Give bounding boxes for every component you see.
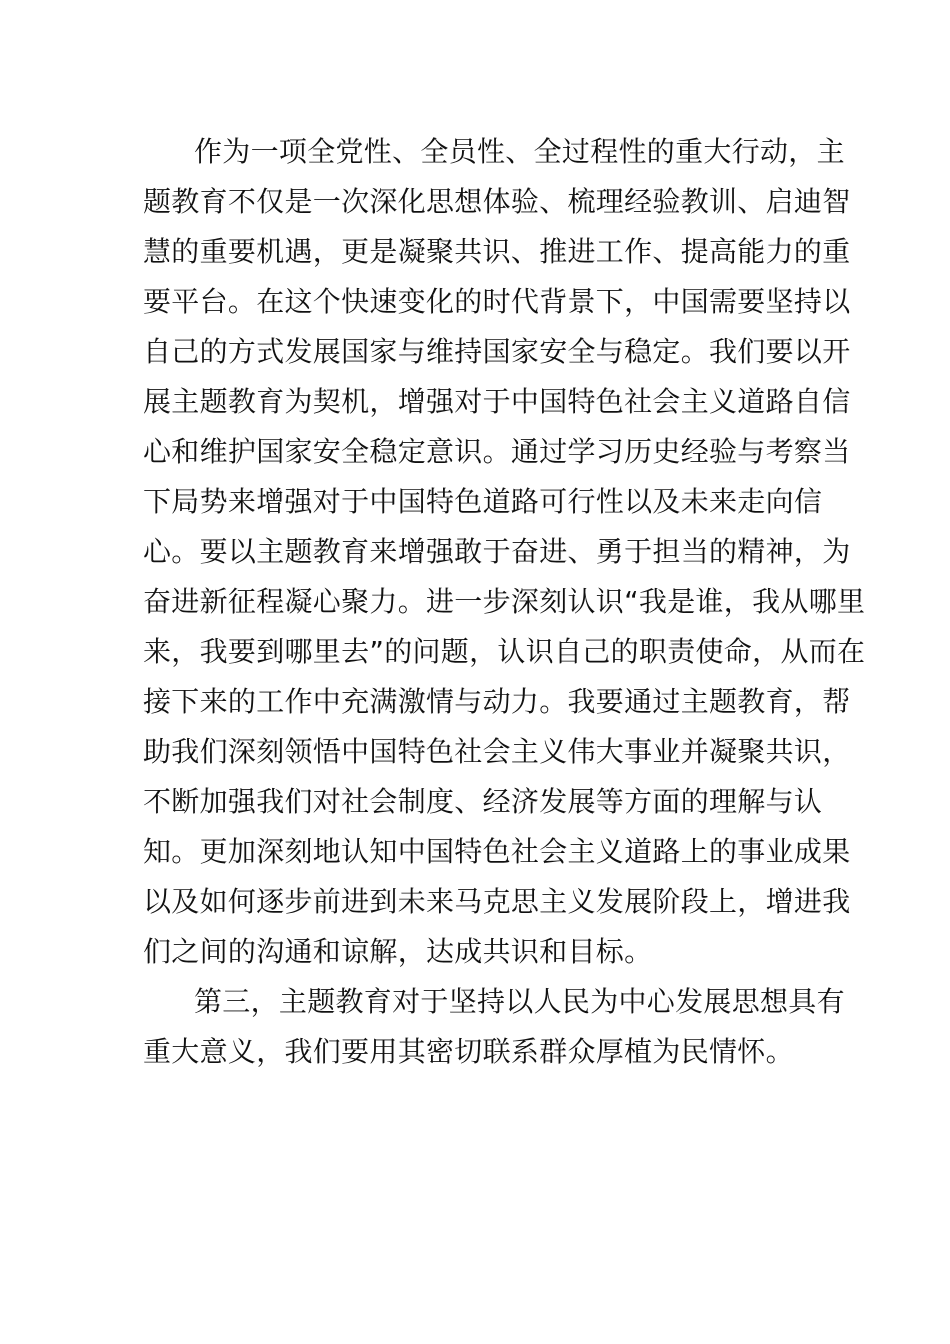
text-line: 第三，主题教育对于坚持以人民为中心发展思想具有 — [194, 985, 845, 1018]
text-line: 知。更加深刻地认知中国特色社会主义道路上的事业成果 — [143, 835, 851, 868]
text-line: 慧的重要机遇，更是凝聚共识、推进工作、提高能力的重 — [143, 235, 851, 268]
text-line: 自己的方式发展国家与维持国家安全与稳定。我们要以开 — [143, 335, 851, 368]
text-line: 来，我要到哪里去”的问题，认识自己的职责使命，从而在 — [143, 635, 866, 668]
text-line: 不断加强我们对社会制度、经济发展等方面的理解与认 — [143, 785, 823, 818]
text-line: 要平台。在这个快速变化的时代背景下，中国需要坚持以 — [143, 285, 851, 318]
text-line: 重大意义，我们要用其密切联系群众厚植为民情怀。 — [143, 1035, 794, 1068]
text-line: 题教育不仅是一次深化思想体验、梳理经验教训、启迪智 — [143, 185, 851, 218]
paragraph-2 — [143, 977, 845, 1077]
text-line: 展主题教育为契机，增强对于中国特色社会主义道路自信 — [143, 385, 851, 418]
text-line: 心。要以主题教育来增强敢于奋进、勇于担当的精神，为 — [143, 535, 851, 568]
text-line: 助我们深刻领悟中国特色社会主义伟大事业并凝聚共识， — [143, 735, 851, 768]
text-line: 下局势来增强对于中国特色道路可行性以及未来走向信 — [143, 485, 823, 518]
paragraph-1 — [143, 127, 866, 977]
text-line: 以及如何逐步前进到未来马克思主义发展阶段上，增进我 — [143, 885, 851, 918]
text-line: 奋进新征程凝心聚力。进一步深刻认识“我是谁，我从哪里 — [143, 585, 866, 618]
document-body — [143, 127, 866, 1077]
text-line: 心和维护国家安全稳定意识。通过学习历史经验与考察当 — [143, 435, 851, 468]
text-line: 接下来的工作中充满激情与动力。我要通过主题教育，帮 — [143, 685, 851, 718]
text-line: 们之间的沟通和谅解，达成共识和目标。 — [143, 935, 653, 968]
text-line: 作为一项全党性、全员性、全过程性的重大行动，主 — [194, 135, 845, 168]
